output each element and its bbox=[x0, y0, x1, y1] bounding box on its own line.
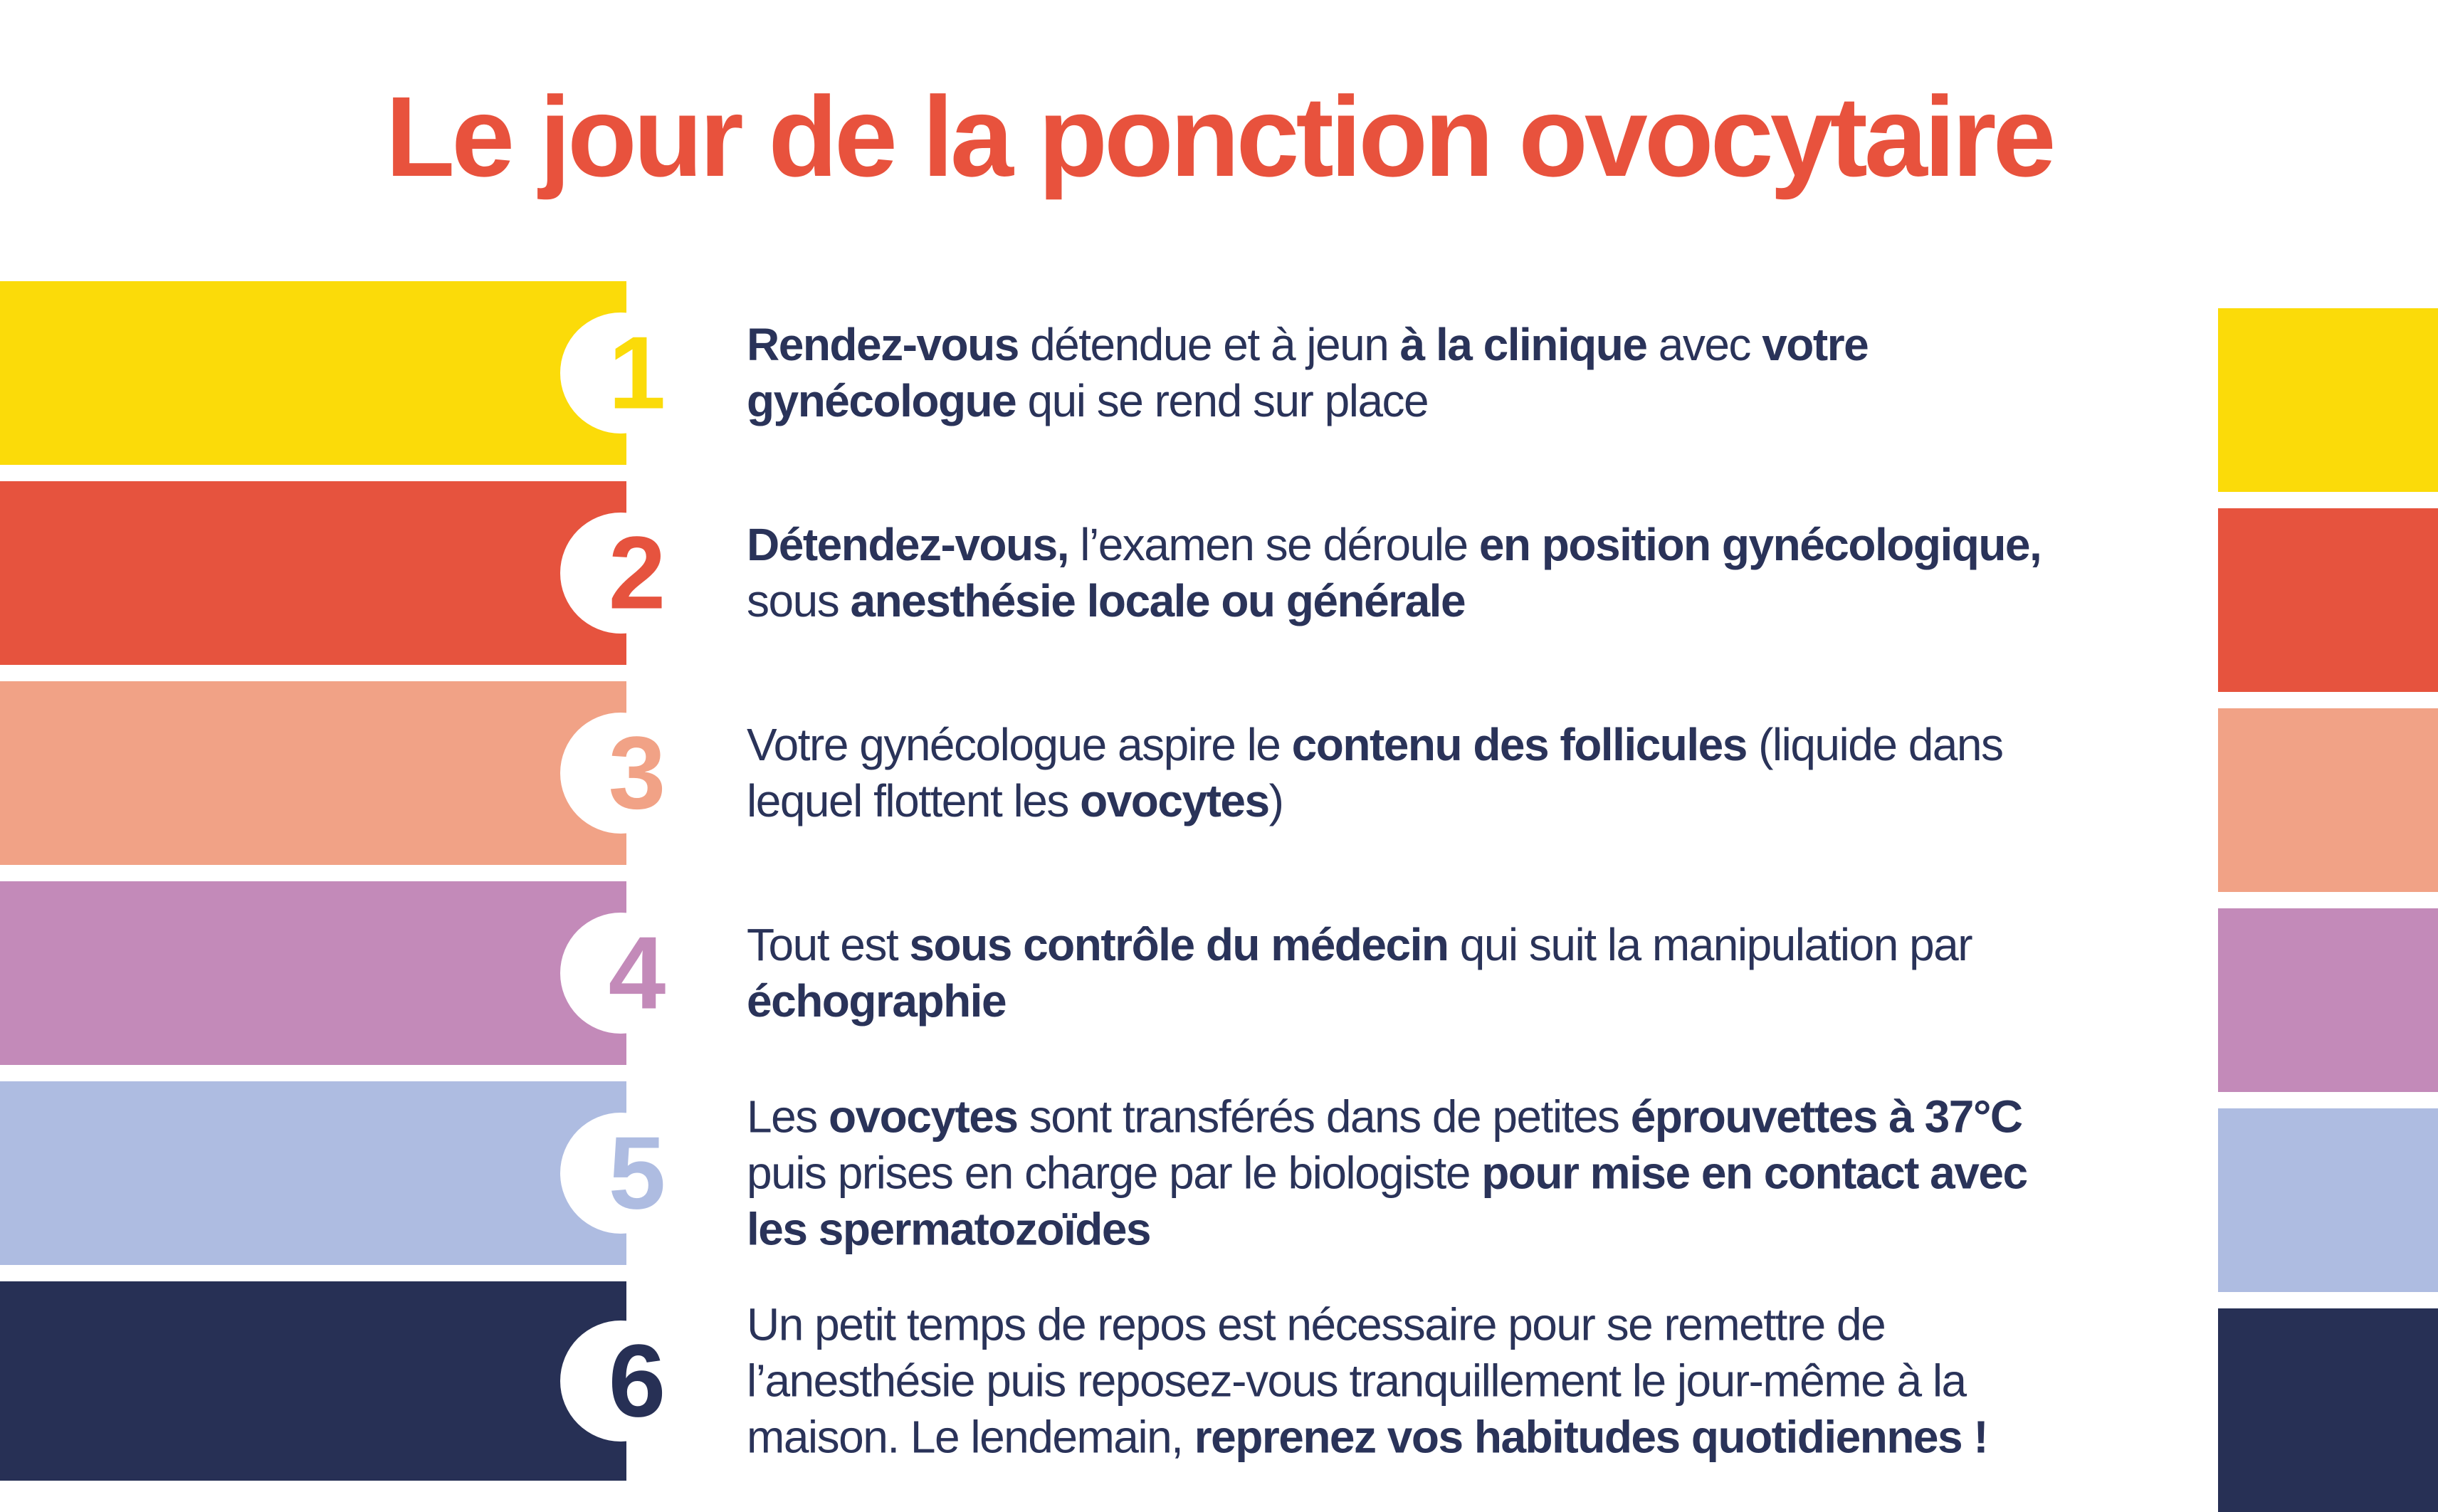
step-bar-left bbox=[0, 481, 626, 665]
step-number: 3 bbox=[608, 715, 666, 831]
step-text-segment: sont transférés dans de petites bbox=[1017, 1091, 1631, 1143]
step-bar-right bbox=[2218, 308, 2438, 492]
step-text-segment: maison. Le lendemain, bbox=[747, 1411, 1194, 1463]
step-row bbox=[0, 681, 2438, 865]
step-text-line bbox=[747, 1409, 2170, 1466]
step-text-line bbox=[747, 1202, 2170, 1258]
step-text-segment: Votre gynécologue aspire le bbox=[747, 719, 1292, 770]
page-title: Le jour de la ponction ovocytaire bbox=[385, 73, 2053, 200]
step-bar-left bbox=[0, 1281, 626, 1481]
step-text-segment: Rendez-vous bbox=[747, 319, 1019, 370]
step-text-segment: anesthésie locale ou générale bbox=[850, 575, 1466, 626]
step-text-segment: qui se rend sur place bbox=[1016, 375, 1429, 426]
step-text-segment: reprenez vos habitudes quotidiennes ! bbox=[1194, 1411, 1988, 1463]
step-text-segment: ) bbox=[1268, 775, 1283, 826]
step-text-segment: lequel flottent les bbox=[747, 775, 1081, 826]
step-bar-right bbox=[2218, 1308, 2438, 1512]
step-text-segment: Tout est bbox=[747, 919, 910, 970]
step-bar-left bbox=[0, 1081, 626, 1265]
step-text-segment: Un petit temps de repos est nécessaire pour se remettre de bbox=[747, 1298, 1886, 1350]
step-text-line bbox=[747, 1297, 2170, 1353]
step-text-segment: en position gynécologique, bbox=[1478, 519, 2042, 570]
step-text-segment: à la clinique bbox=[1399, 319, 1647, 370]
step-text-segment: détendue et à jeun bbox=[1018, 319, 1400, 370]
step-text-line bbox=[747, 573, 2170, 629]
step-number: 6 bbox=[608, 1323, 666, 1439]
step-text bbox=[747, 317, 2170, 429]
step-text-segment: éprouvettes à 37°C bbox=[1630, 1091, 2022, 1143]
step-number: 2 bbox=[608, 515, 666, 631]
step-text-line bbox=[747, 517, 2170, 573]
step-row bbox=[0, 1081, 2438, 1265]
step-text-line bbox=[747, 1145, 2170, 1202]
step-bar-left bbox=[0, 281, 626, 465]
step-text-segment: Les bbox=[747, 1091, 829, 1143]
step-number: 1 bbox=[608, 315, 666, 431]
step-text-segment: l’anesthésie puis reposez-vous tranquillement le jour-même à la bbox=[747, 1355, 1966, 1407]
step-text-segment: ovocytes bbox=[1080, 775, 1269, 826]
step-text bbox=[747, 517, 2170, 629]
step-text-line bbox=[747, 317, 2170, 373]
step-bar-right bbox=[2218, 1108, 2438, 1292]
step-text-segment: puis prises en charge par le biologiste bbox=[747, 1147, 1482, 1199]
step-text-line bbox=[747, 917, 2170, 973]
step-text-line bbox=[747, 773, 2170, 829]
step-text-segment: sous contrôle du médecin bbox=[909, 919, 1449, 970]
step-text-segment: sous bbox=[747, 575, 851, 626]
step-bar-left bbox=[0, 881, 626, 1065]
step-text-segment: votre bbox=[1762, 319, 1869, 370]
step-text-line bbox=[747, 717, 2170, 773]
step-text-line bbox=[747, 973, 2170, 1029]
step-text-segment: (liquide dans bbox=[1746, 719, 2003, 770]
step-text-segment: l’examen se déroule bbox=[1068, 519, 1479, 570]
step-bar-right bbox=[2218, 708, 2438, 892]
step-text bbox=[747, 717, 2170, 829]
step-text-segment: les spermatozoïdes bbox=[747, 1203, 1150, 1255]
step-number: 5 bbox=[608, 1115, 666, 1231]
step-text-segment: contenu des follicules bbox=[1291, 719, 1747, 770]
step-text-segment: gynécologue bbox=[747, 375, 1016, 426]
step-row bbox=[0, 281, 2438, 465]
step-text bbox=[747, 1297, 2170, 1466]
step-number: 4 bbox=[608, 915, 666, 1031]
step-text-segment: Détendez-vous, bbox=[747, 519, 1068, 570]
step-text-line bbox=[747, 373, 2170, 429]
step-text bbox=[747, 917, 2170, 1029]
step-bar-left bbox=[0, 681, 626, 865]
step-bar-right bbox=[2218, 908, 2438, 1092]
step-text-segment: échographie bbox=[747, 975, 1007, 1027]
step-bar-right bbox=[2218, 508, 2438, 692]
step-text-segment: avec bbox=[1646, 319, 1762, 370]
step-row bbox=[0, 1281, 2438, 1481]
step-row bbox=[0, 481, 2438, 665]
step-text bbox=[747, 1089, 2170, 1258]
step-row bbox=[0, 881, 2438, 1065]
step-text-segment: ovocytes bbox=[828, 1091, 1018, 1143]
step-text-segment: pour mise en contact avec bbox=[1481, 1147, 2027, 1199]
step-text-line bbox=[747, 1353, 2170, 1409]
step-text-line bbox=[747, 1089, 2170, 1145]
step-text-segment: qui suit la manipulation par bbox=[1448, 919, 1972, 970]
